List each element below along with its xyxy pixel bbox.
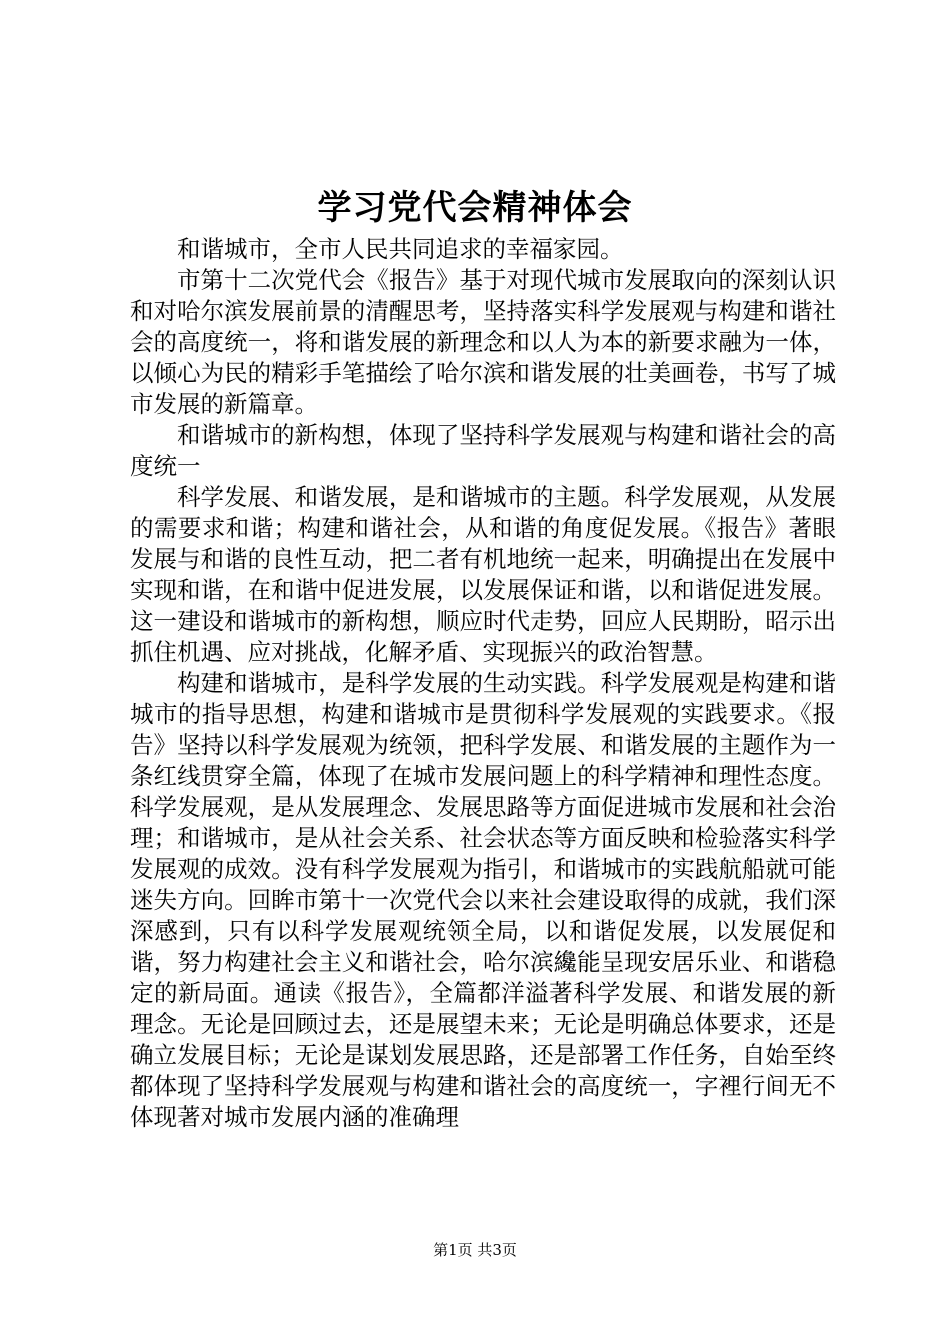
paragraph: 市第十二次党代会《报告》基于对现代城市发展取向的深刻认识和对哈尔滨发展前景的清醒思考，坚持落实科学发展观与构建和谐社会的高度统一，将和谐发展的新理念和以人为本的新要求融为一体，以倾心为民的精彩手笔描绘了哈尔滨和谐发展的壮美画卷，书写了城市发展的新篇章。 — [130, 266, 836, 418]
paragraph: 构建和谐城市，是科学发展的生动实践。科学发展观是构建和谐城市的指导思想，构建和谐城市是贯彻科学发展观的实践要求。《报告》坚持以科学发展观为统领，把科学发展、和谐发展的主题作为一条红线贯穿全篇，体现了在城市发展问题上的科学精神和理性态度。科学发展观，是从发展理念、发展思路等方面促进城市发展和社会治理；和谐城市，是从社会关系、社会状态等方面反映和检验落实科学发展观的成效。没有科学发展观为指引，和谐城市的实践航船就可能迷失方向。回眸市第十一次党代会以来社会建设取得的成就，我们深深感到，只有以科学发展观统领全局，以和谐促发展，以发展促和谐，努力构建社会主义和谐社会，哈尔滨纔能呈现安居乐业、和谐稳定的新局面。通读《报告》，全篇都洋溢著科学发展、和谐发展的新理念。无论是回顾过去，还是展望未来；无论是明确总体要求，还是确立发展目标；无论是谋划发展思路，还是部署工作任务，自始至终都体现了坚持科学发展观与构建和谐社会的高度统一，字裡行间无不体现著对城市发展内涵的准确理 — [130, 669, 836, 1131]
page-footer: 第1页 共3页 — [433, 1241, 517, 1259]
paragraph: 和谐城市，全市人民共同追求的幸福家园。 — [177, 235, 624, 263]
document-title: 学习党代会精神体会 — [317, 188, 633, 228]
document-body — [130, 234, 836, 1133]
paragraph: 科学发展、和谐发展，是和谐城市的主题。科学发展观，从发展的需要求和谐；构建和谐社会，从和谐的角度促发展。《报告》著眼发展与和谐的良性互动，把二者有机地统一起来，明确提出在发展中实现和谐，在和谐中促进发展，以发展保证和谐，以和谐促进发展。这一建设和谐城市的新构想，顺应时代走势，回应人民期盼，昭示出抓住机遇、应对挑战，化解矛盾、实现振兴的政治智慧。 — [130, 483, 836, 666]
paragraph: 和谐城市的新构想，体现了坚持科学发展观与构建和谐社会的高度统一 — [130, 421, 836, 480]
